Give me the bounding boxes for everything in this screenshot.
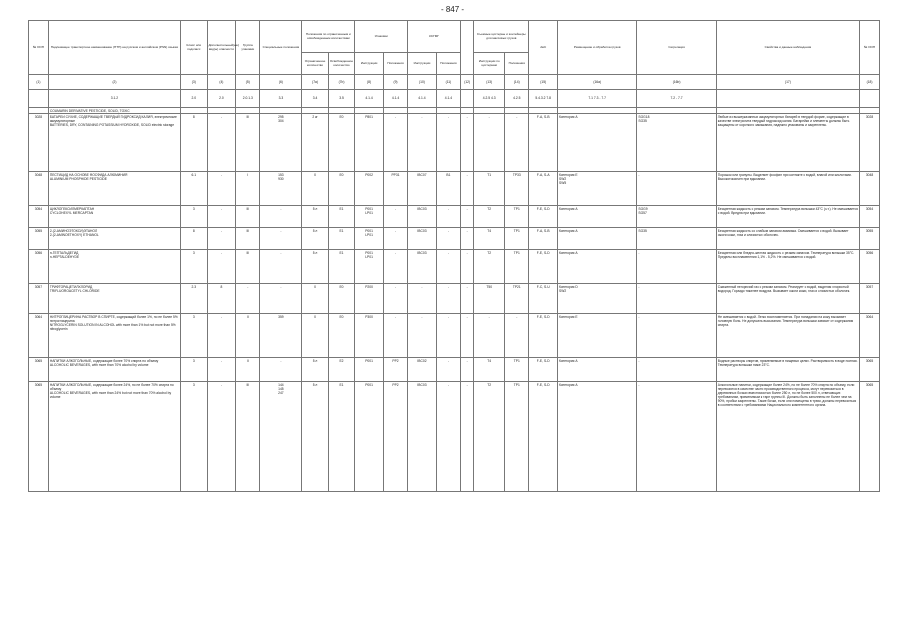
column-number: (16a)	[558, 75, 637, 90]
stowage: Категория E	[558, 314, 637, 358]
excepted-quantity: E1	[328, 228, 354, 250]
ems: F-E, S-D	[529, 382, 558, 492]
proper-shipping-name: БАТАРЕИ СУХИЕ, СОДЕРЖАЩИЕ ТВЕРДЫЙ ГИДРОКСИД КАЛИЯ, электрические аккумуляторные BATTERIES, DRY, CONTAINING POTASSIUM HYDROXIDE, SOLID electric storage	[48, 114, 180, 172]
subsidiary-hazard: -	[207, 114, 236, 172]
segregation: -	[637, 250, 716, 284]
tank-instruction: T1	[474, 172, 505, 206]
ref-cell: 3.4	[302, 90, 328, 108]
table-row	[29, 314, 880, 358]
limited-quantity: 5 л	[302, 228, 328, 250]
column-number: (10)	[408, 75, 437, 90]
properties: Бесцветная или бледно-желтая жидкость с резким запахом. Температура вспышки 35°C. Пределы воспламенения 1,1% - 5,2%. Не смешивается с водой.	[716, 250, 859, 284]
column-number-row	[29, 75, 880, 90]
column-number: (7b)	[328, 75, 354, 90]
packing-group: II	[236, 358, 260, 382]
tank-instruction: -	[474, 114, 505, 172]
class: 3	[181, 358, 207, 382]
special-provisions: 144 145 247	[260, 382, 302, 492]
excepted-quantity: E0	[328, 284, 354, 314]
excepted-quantity: E0	[328, 114, 354, 172]
column-number: (14)	[505, 75, 529, 90]
blank-cell: -	[461, 250, 474, 284]
table-row	[29, 358, 880, 382]
column-number: (18)	[860, 75, 880, 90]
packing-group: -	[236, 284, 260, 314]
un-number: 3065	[29, 382, 49, 492]
hdr-subsidiary: Дополнительный(ые) вид(ы) опасности	[207, 21, 236, 75]
tank-provision: TP33	[505, 172, 529, 206]
header-row	[29, 21, 880, 53]
ref-cell: 4.2.5	[505, 90, 529, 108]
hdr-tank-instr: Инструкции по цистернам	[474, 53, 505, 75]
packing-group: III	[236, 206, 260, 228]
class: 3	[181, 250, 207, 284]
hdr-ibc-prov: Положения	[436, 53, 460, 75]
column-number: (17)	[716, 75, 859, 90]
limited-quantity: 2 кг	[302, 114, 328, 172]
hdr-name: Надлежащее транспортное наименование (НТН) на русском и английском (PSN) языках	[48, 21, 180, 75]
ref-cell	[716, 90, 859, 108]
un-number-right: 3054	[860, 206, 880, 228]
special-provisions: -	[260, 206, 302, 228]
proper-shipping-name: ЦИКЛОГЕКСИЛМЕРКАПТАН CYCLOHEXYL MERCAPTAN	[48, 206, 180, 228]
ems: F-E, S-D	[529, 250, 558, 284]
blank-cell: -	[461, 284, 474, 314]
excepted-quantity: E1	[328, 206, 354, 228]
column-number: (2)	[48, 75, 180, 90]
packing-instruction: P001	[355, 382, 384, 492]
packing-provision: -	[383, 250, 407, 284]
packing-instruction: P200	[355, 284, 384, 314]
special-provisions: 295 304	[260, 114, 302, 172]
ibc-instruction: IBC03	[408, 250, 437, 284]
packing-provision: PP2	[383, 382, 407, 492]
column-number: (5)	[236, 75, 260, 90]
excepted-quantity: E0	[328, 172, 354, 206]
packing-provision: -	[383, 114, 407, 172]
subsidiary-hazard: -	[207, 206, 236, 228]
ref-cell: 3.1.2	[48, 90, 180, 108]
hdr-ems: АвС	[529, 21, 558, 75]
packing-instruction: P002	[355, 172, 384, 206]
hdr-class: Класс или подкласс	[181, 21, 207, 75]
hdr-ibc-instr: Инструкции	[408, 53, 437, 75]
ref-cell: 4.2.5 4.3	[474, 90, 505, 108]
packing-provision: PP31	[383, 172, 407, 206]
tank-instruction: T4	[474, 358, 505, 382]
ref-cell: 4.1.4	[355, 90, 384, 108]
blank-cell: -	[461, 172, 474, 206]
properties: Бесцветная жидкость с резким запахом. Температура вспышки 43°C (з.т.). Не смешивается с водой. Вредна при вдыхании.	[716, 206, 859, 228]
hdr-sp: Специальные положения	[260, 21, 302, 75]
ref-cell	[29, 90, 49, 108]
ref-cell: 5.4.3.2 7.8	[529, 90, 558, 108]
column-number: (1)	[29, 75, 49, 90]
hdr-limited-qty: Ограниченное количество	[302, 53, 328, 75]
ems: F-E, S-D	[529, 358, 558, 382]
tank-provision: TP1	[505, 206, 529, 228]
table-row	[29, 114, 880, 172]
special-provisions: 153 930	[260, 172, 302, 206]
special-provisions: -	[260, 228, 302, 250]
un-number: 3028	[29, 114, 49, 172]
packing-provision: -	[383, 284, 407, 314]
blank-cell: -	[461, 358, 474, 382]
un-number: 3064	[29, 314, 49, 358]
un-number-right: 3055	[860, 228, 880, 250]
un-number: 3056	[29, 250, 49, 284]
ref-cell: 4.1.4	[436, 90, 460, 108]
ibc-instruction: IBC02	[408, 358, 437, 382]
blank-cell: -	[461, 382, 474, 492]
subsidiary-hazard: -	[207, 172, 236, 206]
packing-group: III	[236, 382, 260, 492]
table-row	[29, 228, 880, 250]
proper-shipping-name: 2-(2-АМИНОЭТОКСИ)ЭТАНОЛ 2-(2-AMINOETHOXY) ETHANOL	[48, 228, 180, 250]
hdr-un: № ООН	[29, 21, 49, 75]
ref-cell: 2.0.1.3	[236, 90, 260, 108]
special-provisions: -	[260, 284, 302, 314]
hdr-packagings: Упаковки	[355, 21, 408, 53]
table-row	[29, 284, 880, 314]
stowage: Категория D SW2	[558, 284, 637, 314]
column-number: (3)	[181, 75, 207, 90]
blank-cell: -	[461, 228, 474, 250]
tank-provision: TP21	[505, 284, 529, 314]
table-row	[29, 382, 880, 492]
subsidiary-hazard: -	[207, 250, 236, 284]
tank-instruction: T50	[474, 284, 505, 314]
limited-quantity: 5 л	[302, 358, 328, 382]
ibc-instruction: IBC03	[408, 206, 437, 228]
ibc-instruction: -	[408, 114, 437, 172]
blank-cell: -	[461, 114, 474, 172]
tank-provision: -	[505, 114, 529, 172]
ref-cell: 4.1.4	[383, 90, 407, 108]
proper-shipping-name: НАПИТКИ АЛКОГОЛЬНЫЕ, содержащие более 70% спирта по объему ALCOHOLIC BEVERAGES, with more than 70% alcohol by volume	[48, 358, 180, 382]
packing-group: III	[236, 114, 260, 172]
table-row	[29, 172, 880, 206]
stowage: Категория A	[558, 382, 637, 492]
class: 8	[181, 114, 207, 172]
subsidiary-hazard: -	[207, 228, 236, 250]
properties: Не смешивается с водой. Легко воспламеняется. При попадании на кожу вызывает головную боль. Не допускать высыхания. Температура вспышки зависит от содержания спирта.	[716, 314, 859, 358]
un-number-right: 3028	[860, 114, 880, 172]
properties: Алкогольные напитки, содержащие более 24%, но не более 70% спирта по объему, если перевозятся в качестве части производственного процесса, могут перевозиться в деревянных бочках вместимостью более 250 л, но не более 500 л, отвечающих требованиям, применимым к таре группы III. Должны быть заполнены не более чем на 90%, пробки закреплены. Такие бочки, если они помещены в трюм, должны перевозиться в соответствии с требованиями Национального компетентного органа.	[716, 382, 859, 492]
ref-cell: 2.0	[181, 90, 207, 108]
subsidiary-hazard: 8	[207, 284, 236, 314]
proper-shipping-name: ТРИФТОРАЦЕТИЛХЛОРИД TRIFLUOROACETYL CHLORIDE	[48, 284, 180, 314]
blank-cell: -	[461, 314, 474, 358]
segregation: SGG18 SG35	[637, 114, 716, 172]
ems: F-E, S-D	[529, 206, 558, 228]
segregation: -	[637, 314, 716, 358]
limited-quantity: 5 л	[302, 382, 328, 492]
column-number: (9)	[383, 75, 407, 90]
special-provisions: -	[260, 358, 302, 382]
proper-shipping-name: ПЕСТИЦИД НА ОСНОВЕ ФОСФИДА АЛЮМИНИЯ ALUMINIUM PHOSPHIDE PESTICIDE	[48, 172, 180, 206]
un-number-right: 3064	[860, 314, 880, 358]
ibc-provision: -	[436, 114, 460, 172]
class: 2.3	[181, 284, 207, 314]
ems: F-E, S-D	[529, 314, 558, 358]
un-number-right: 3065	[860, 358, 880, 382]
hdr-pack-instr: Инструкции	[355, 53, 384, 75]
tank-instruction: T2	[474, 250, 505, 284]
ems: F-A, S-B	[529, 228, 558, 250]
packing-group: III	[236, 228, 260, 250]
excepted-quantity: E1	[328, 382, 354, 492]
un-number: 3055	[29, 228, 49, 250]
ibc-provision: -	[436, 250, 460, 284]
hdr-stowage: Размещение и обработка грузов	[558, 21, 637, 75]
proper-shipping-name: НИТРОГЛИЦЕРИНА РАСТВОР В СПИРТЕ, содержащий более 1%, но не более 5% нитроглицерина NITROGLYCERIN SOLUTION IN ALCOHOL with more than 1% but not more than 5% nitroglycerin	[48, 314, 180, 358]
packing-instruction: P001 LP01	[355, 206, 384, 228]
properties: Любые из вышеуказанных аккумуляторных батарей в твердой форме, содержащие в качестве электролита твердый гидроксид калия. Батарейки и элементы должны быть защищены от короткого замыкания, надежно упакованы и закреплены.	[716, 114, 859, 172]
tank-provision: TP1	[505, 358, 529, 382]
ibc-provision: -	[436, 228, 460, 250]
ibc-provision: -	[436, 206, 460, 228]
ref-cell: 4.1.4	[408, 90, 437, 108]
ref-cell: 7.2 - 7.7	[637, 90, 716, 108]
packing-instruction: P300	[355, 314, 384, 358]
ref-cell: 3.5	[328, 90, 354, 108]
stowage: Категория A	[558, 206, 637, 228]
ref-cell: 2.0	[207, 90, 236, 108]
proper-shipping-name: НАПИТКИ АЛКОГОЛЬНЫЕ, содержащие более 24%, но не более 70% спирта по объему ALCOHOLIC BEVERAGES, with more than 24% but not more than 70% alcohol by volume	[48, 382, 180, 492]
ref-cell	[860, 90, 880, 108]
ems: F-A, S-B	[529, 114, 558, 172]
un-number: 3054	[29, 206, 49, 228]
table-row	[29, 250, 880, 284]
hdr-ibc: КСГМГ	[408, 21, 461, 53]
column-number: (11)	[436, 75, 460, 90]
hdr-properties: Свойства и данные наблюдения	[716, 21, 859, 75]
tank-provision: TP1	[505, 382, 529, 492]
ems: F-C, S-U	[529, 284, 558, 314]
limited-quantity: 0	[302, 172, 328, 206]
excepted-quantity: E2	[328, 358, 354, 382]
hdr-blank	[461, 21, 474, 75]
page-number: - 847 -	[440, 5, 465, 14]
hdr-pack-prov: Положения	[383, 53, 407, 75]
hdr-segregation: Сегрегация	[637, 21, 716, 75]
special-provisions: -	[260, 250, 302, 284]
limited-quantity: 0	[302, 284, 328, 314]
segregation: -	[637, 358, 716, 382]
tank-provision: TP1	[505, 228, 529, 250]
limited-quantity: 0	[302, 314, 328, 358]
packing-instruction: P001 LP01	[355, 250, 384, 284]
table-body	[29, 114, 880, 492]
segregation: SGG9 SG57	[637, 206, 716, 228]
packing-provision: PP2	[383, 358, 407, 382]
subsidiary-hazard: -	[207, 314, 236, 358]
packing-instruction: P001 LP01	[355, 228, 384, 250]
hdr-tank-prov: Положения	[505, 53, 529, 75]
column-number: (15)	[529, 75, 558, 90]
ibc-instruction: IBC07	[408, 172, 437, 206]
stowage: Категория E SW2 SW5	[558, 172, 637, 206]
column-number: (16b)	[637, 75, 716, 90]
un-number-right: 3048	[860, 172, 880, 206]
tank-provision: -	[505, 314, 529, 358]
stowage: Категория A	[558, 250, 637, 284]
category-heading: COUMARIN DERIVATIVE PESTICIDE, SOLID, TOXIC	[48, 108, 180, 114]
packing-instruction: P001	[355, 358, 384, 382]
packing-group: III	[236, 250, 260, 284]
ibc-provision: -	[436, 358, 460, 382]
class: 3	[181, 382, 207, 492]
subsidiary-hazard: -	[207, 358, 236, 382]
ref-cell: 7.1 7.3 - 7.7	[558, 90, 637, 108]
tank-provision: TP1	[505, 250, 529, 284]
ref-cell: 3.3	[260, 90, 302, 108]
ibc-provision: B1	[436, 172, 460, 206]
excepted-quantity: E0	[328, 314, 354, 358]
properties: Порошок или гранулы. Выделяет фосфин при контакте с водой, влагой или кислотами. Высокотоксичен при вдыхании.	[716, 172, 859, 206]
class: 6.1	[181, 172, 207, 206]
properties: Водные растворы спиртов, применяемые в пищевых целях. Растворимость в воде полная. Температура вспышки ниже 23°C.	[716, 358, 859, 382]
un-number-right: 3056	[860, 250, 880, 284]
column-number: (8)	[355, 75, 384, 90]
segregation: SG35	[637, 228, 716, 250]
hdr-un-right: № ООН	[860, 21, 880, 75]
special-provisions: 359	[260, 314, 302, 358]
tank-instruction: T4	[474, 228, 505, 250]
column-number: (7a)	[302, 75, 328, 90]
column-number: (13)	[474, 75, 505, 90]
dangerous-goods-table	[28, 20, 880, 492]
stowage: Категория A	[558, 228, 637, 250]
ibc-instruction: -	[408, 284, 437, 314]
stowage: Категория A	[558, 358, 637, 382]
packing-group: I	[236, 172, 260, 206]
hdr-tanks: Съемные цистерны и контейнеры для массовых грузов	[474, 21, 529, 53]
un-number: 3065	[29, 358, 49, 382]
tank-instruction: -	[474, 314, 505, 358]
packing-instruction: P801	[355, 114, 384, 172]
properties: Сжиженный негорючий газ с резким запахом. Реагирует с водой, выделяя хлористый водород. Гораздо тяжелее воздуха. Вызывает ожоги кожи, глаз и слизистых оболочек.	[716, 284, 859, 314]
hdr-excepted-qty: Освобожденное количество	[328, 53, 354, 75]
ibc-provision: -	[436, 314, 460, 358]
subsidiary-hazard: -	[207, 382, 236, 492]
packing-provision: -	[383, 206, 407, 228]
segregation: -	[637, 172, 716, 206]
ibc-instruction: IBC03	[408, 228, 437, 250]
ibc-provision: -	[436, 284, 460, 314]
limited-quantity: 5 л	[302, 250, 328, 284]
class: 8	[181, 228, 207, 250]
reference-row	[29, 90, 880, 108]
blank-cell: -	[461, 206, 474, 228]
ibc-provision: -	[436, 382, 460, 492]
packing-provision: -	[383, 314, 407, 358]
stowage: Категория A	[558, 114, 637, 172]
packing-provision: -	[383, 228, 407, 250]
hdr-limited: Положения по ограниченным и освобожденным количествам	[302, 21, 355, 53]
properties: Бесцветная жидкость со слабым запахом аммиака. Смешивается с водой. Вызывает ожоги кожи, глаз и слизистых оболочек.	[716, 228, 859, 250]
segregation: -	[637, 284, 716, 314]
ems: F-A, S-A	[529, 172, 558, 206]
excepted-quantity: E1	[328, 250, 354, 284]
limited-quantity: 5 л	[302, 206, 328, 228]
table-row	[29, 206, 880, 228]
tank-instruction: T2	[474, 382, 505, 492]
ibc-instruction: -	[408, 314, 437, 358]
un-number: 3057	[29, 284, 49, 314]
column-number: (6)	[260, 75, 302, 90]
un-number-right: 3065	[860, 382, 880, 492]
segregation: -	[637, 382, 716, 492]
column-number: (4)	[207, 75, 236, 90]
ref-cell	[461, 90, 474, 108]
class: 3	[181, 206, 207, 228]
proper-shipping-name: н-ГЕПТАЛЬДЕГИД n-HEPTALDEHYDE	[48, 250, 180, 284]
class: 3	[181, 314, 207, 358]
tank-instruction: T2	[474, 206, 505, 228]
un-number: 3048	[29, 172, 49, 206]
column-number: (12)	[461, 75, 474, 90]
un-number-right: 3057	[860, 284, 880, 314]
packing-group: II	[236, 314, 260, 358]
hdr-pg: Группа упаковки	[236, 21, 260, 75]
ibc-instruction: IBC03	[408, 382, 437, 492]
